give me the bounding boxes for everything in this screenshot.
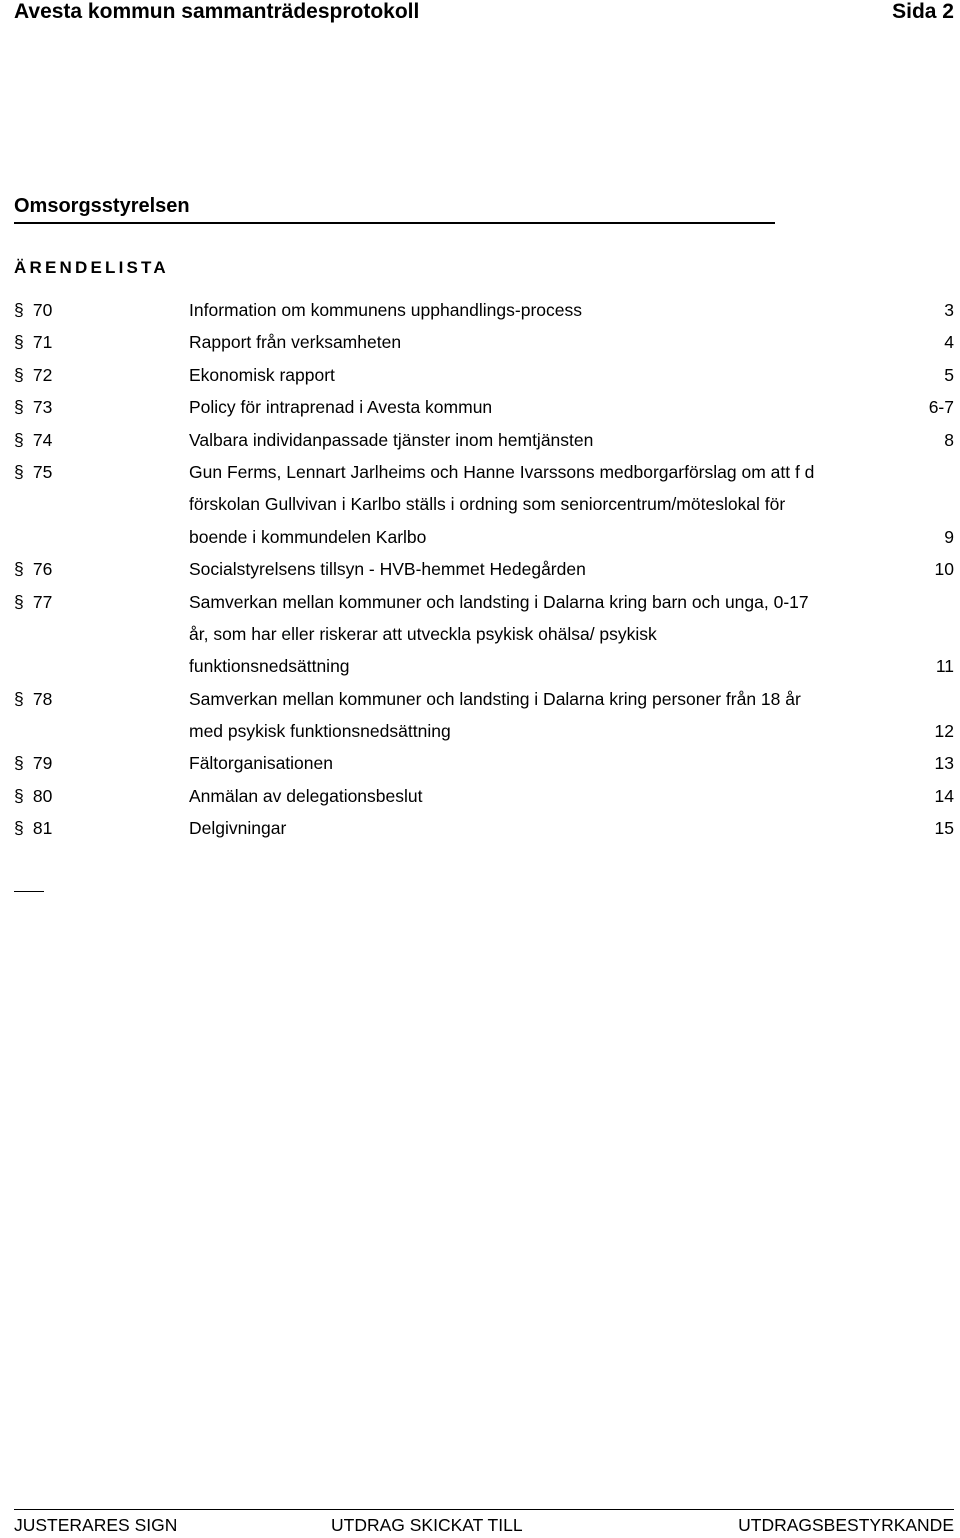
agenda-item	[0, 456, 960, 488]
section-number	[14, 780, 52, 812]
agenda-item-page: 8	[944, 429, 954, 450]
agenda-item-text: Ekonomisk rapport	[189, 364, 335, 385]
agenda-item-text: Samverkan mellan kommuner och landsting i Dalarna kring barn och unga, 0-17	[189, 591, 809, 612]
footer-certified-label: UTDRAGSBESTYRKANDE	[738, 1515, 954, 1535]
section-value: 80	[32, 785, 53, 806]
section-number	[14, 586, 52, 618]
agenda-item-continuation	[0, 715, 960, 747]
page-number: Sida 2	[892, 0, 954, 23]
board-name: Omsorgsstyrelsen	[14, 194, 775, 224]
page-header	[14, 0, 954, 24]
agenda-item-text: Socialstyrelsens tillsyn - HVB-hemmet Hedegården	[189, 559, 586, 580]
section-value: 70	[32, 300, 53, 320]
agenda-item-text: Rapport från verksamheten	[189, 332, 402, 353]
agenda-item-page: 14	[934, 785, 954, 806]
section-number	[14, 359, 52, 391]
agenda-item-text: Anmälan av delegationsbeslut	[189, 785, 423, 806]
agenda-item	[0, 424, 960, 456]
footer-sent-label: UTDRAG SKICKAT TILL	[331, 1515, 523, 1535]
section-symbol: §	[14, 688, 24, 709]
section-value: 79	[32, 753, 53, 774]
section-symbol: §	[14, 332, 24, 353]
section-value: 76	[32, 559, 53, 580]
agenda-item-text: boende i kommundelen Karlbo	[189, 526, 427, 547]
agenda-item-text: Samverkan mellan kommuner och landsting i Dalarna kring personer från 18 år	[189, 688, 801, 709]
agenda-item-text: Valbara individanpassade tjänster inom hemtjänsten	[189, 429, 594, 450]
agenda-item	[0, 780, 960, 812]
agenda-item-continuation	[0, 650, 960, 682]
agenda-item-page: 10	[934, 559, 954, 580]
section-number	[14, 424, 52, 456]
agenda-item-page: 6-7	[928, 397, 954, 418]
section-value: 78	[32, 688, 53, 709]
section-symbol: §	[14, 461, 24, 482]
section-value: 77	[32, 591, 53, 612]
agenda-item-text: Policy för intraprenad i Avesta kommun	[189, 397, 493, 418]
agenda-item	[0, 553, 960, 585]
section-symbol: §	[14, 785, 24, 806]
page-footer	[14, 1509, 954, 1537]
agenda-item-page: 13	[934, 753, 954, 774]
footer-sign-label: JUSTERARES SIGN	[14, 1515, 178, 1535]
agenda-item-text: med psykisk funktionsnedsättning	[189, 721, 451, 742]
section-symbol: §	[14, 559, 24, 580]
agenda-item	[0, 326, 960, 358]
section-symbol: §	[14, 429, 24, 450]
agenda-item	[0, 747, 960, 779]
agenda-heading: ÄRENDELISTA	[14, 258, 169, 277]
agenda-item-text: Gun Ferms, Lennart Jarlheims och Hanne Ivarssons medborgarförslag om att f d	[189, 461, 815, 482]
agenda-item-page: 15	[934, 818, 954, 839]
agenda-item-continuation	[0, 488, 960, 520]
agenda-item-continuation	[0, 521, 960, 553]
agenda-item	[0, 812, 960, 844]
agenda-item-continuation	[0, 618, 960, 650]
section-value: 73	[32, 397, 53, 418]
agenda-item	[0, 359, 960, 391]
agenda-item-page: 3	[944, 300, 954, 320]
agenda-item-page: 4	[944, 332, 954, 353]
section-value: 75	[32, 461, 53, 482]
agenda-item-text: Fältorganisationen	[189, 753, 333, 774]
agenda-item-page: 5	[944, 364, 954, 385]
section-number	[14, 812, 52, 844]
section-number	[14, 747, 52, 779]
agenda-item-text: förskolan Gullvivan i Karlbo ställs i ordning som seniorcentrum/möteslokal för	[189, 494, 786, 515]
section-symbol: §	[14, 591, 24, 612]
section-number	[14, 326, 52, 358]
agenda-item-text: år, som har eller riskerar att utveckla psykisk ohälsa/ psykisk	[189, 623, 657, 644]
section-symbol: §	[14, 300, 24, 320]
agenda-item	[0, 586, 960, 618]
section-number	[14, 294, 52, 326]
agenda-item-page: 11	[935, 656, 954, 677]
agenda-item-text: funktionsnedsättning	[189, 656, 350, 677]
section-number	[14, 553, 52, 585]
agenda-list	[0, 294, 960, 845]
agenda-item-text: Delgivningar	[189, 818, 287, 839]
section-value: 81	[32, 818, 53, 839]
agenda-item	[0, 294, 960, 326]
section-value: 74	[32, 429, 53, 450]
section-value: 72	[32, 364, 53, 385]
end-rule	[14, 891, 44, 892]
agenda-item	[0, 391, 960, 423]
agenda-item-text: Information om kommunens upphandlings-process	[189, 300, 582, 320]
section-number	[14, 391, 52, 423]
section-number	[14, 456, 52, 488]
agenda-item-page: 9	[944, 526, 954, 547]
agenda-item-page: 12	[934, 721, 954, 742]
section-number	[14, 683, 52, 715]
section-symbol: §	[14, 397, 24, 418]
section-symbol: §	[14, 818, 24, 839]
agenda-item	[0, 683, 960, 715]
section-symbol: §	[14, 364, 24, 385]
section-symbol: §	[14, 753, 24, 774]
document-title: Avesta kommun sammanträdesprotokoll	[14, 0, 420, 23]
section-value: 71	[32, 332, 53, 353]
